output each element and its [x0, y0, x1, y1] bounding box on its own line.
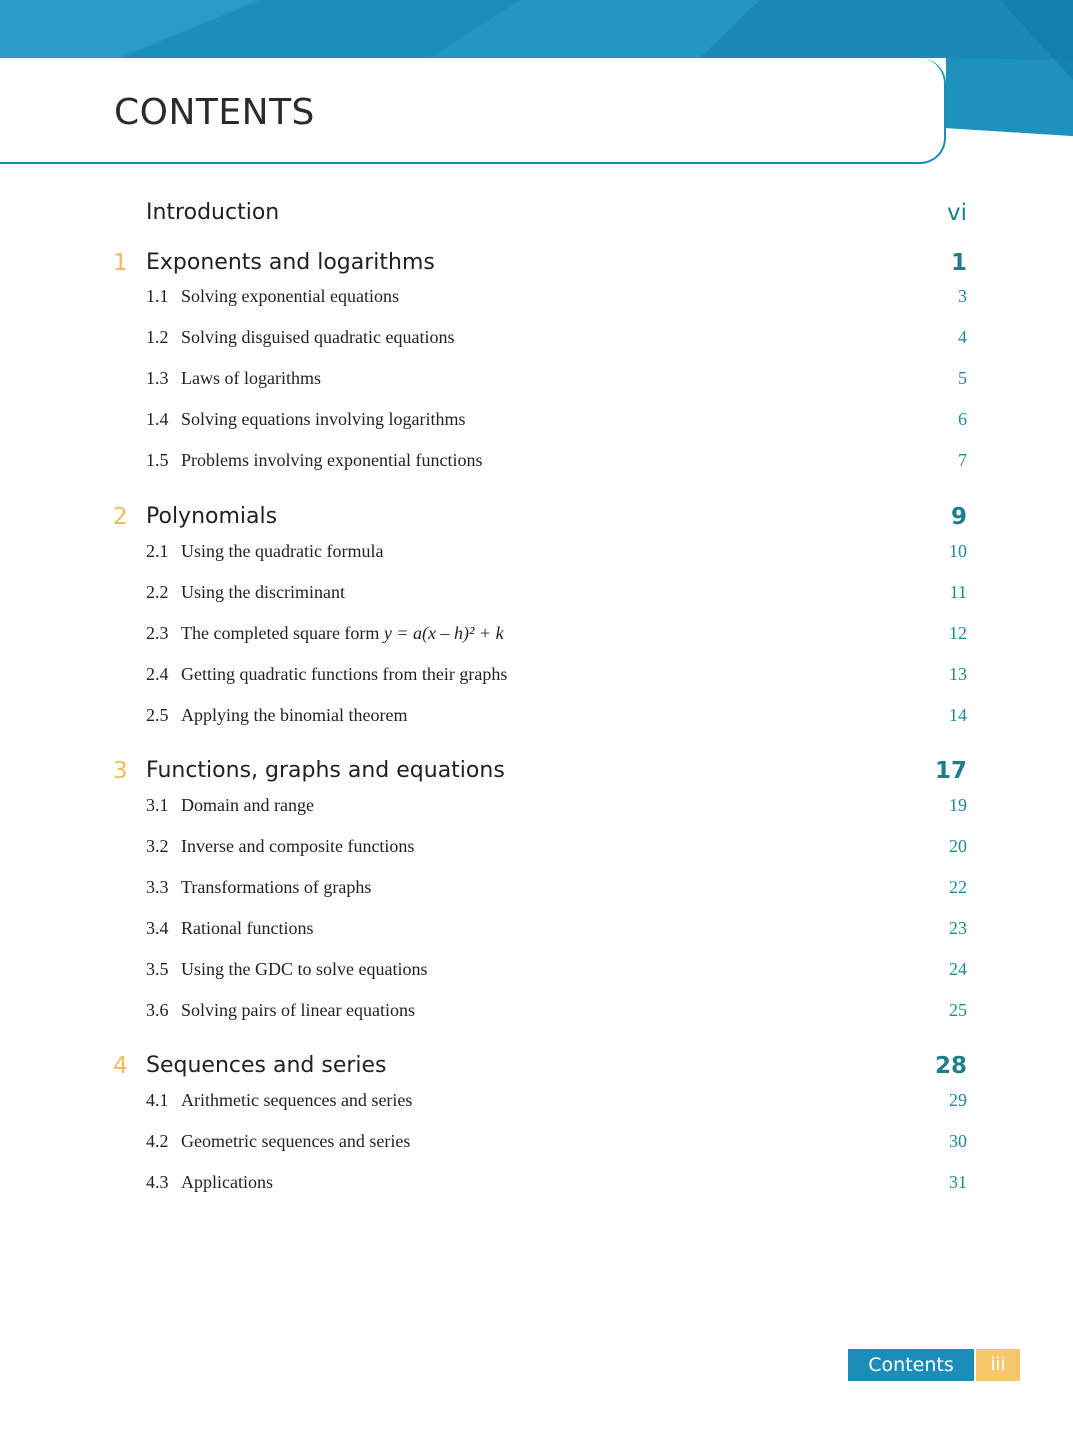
section-title: Laws of logarithms: [181, 368, 321, 388]
section-page: 10: [949, 541, 967, 561]
section-number: 3.6: [146, 1000, 169, 1020]
section-title: Applications: [181, 1172, 273, 1192]
section-title: Domain and range: [181, 795, 314, 815]
chapter-number: 1: [113, 250, 128, 276]
chapter-title: Functions, graphs and equations: [146, 758, 505, 783]
section-title: Using the discriminant: [181, 582, 345, 602]
section-title: Geometric sequences and series: [181, 1131, 411, 1151]
section-page: 4: [958, 327, 967, 347]
introduction-title: Introduction: [146, 200, 280, 225]
section-title: Inverse and composite functions: [181, 836, 415, 856]
section-number: 4.1: [146, 1090, 169, 1110]
section-title: Arithmetic sequences and series: [181, 1090, 413, 1110]
section-number: 3.4: [146, 918, 169, 938]
section-title: Rational functions: [181, 918, 314, 938]
chapter-page: 9: [950, 504, 967, 530]
page-title: CONTENTS: [114, 92, 315, 133]
section-number: 2.3: [146, 623, 169, 643]
section-title: Problems involving exponential functions: [181, 450, 483, 470]
section-number: 3.3: [146, 877, 169, 897]
section-page: 12: [949, 623, 967, 643]
section-title: Solving exponential equations: [181, 286, 399, 306]
section-title: Using the GDC to solve equations: [181, 959, 428, 979]
section-title: Transformations of graphs: [181, 877, 372, 897]
footer-page-number: iii: [976, 1349, 1020, 1381]
section-page: 31: [949, 1172, 967, 1192]
chapter-title: Sequences and series: [146, 1053, 387, 1078]
section-page: 29: [949, 1090, 967, 1110]
section-page: 24: [949, 959, 967, 979]
section-number: 3.1: [146, 795, 169, 815]
chapter-number: 4: [113, 1053, 128, 1079]
chapter-page: 28: [934, 1053, 967, 1079]
section-page: 30: [949, 1131, 967, 1151]
section-page: 19: [949, 795, 967, 815]
section-number: 4.2: [146, 1131, 169, 1151]
section-title: Solving disguised quadratic equations: [181, 327, 455, 347]
section-title: Getting quadratic functions from their graphs: [181, 664, 508, 684]
section-formula: y = a(x – h)² + k: [383, 623, 504, 643]
section-number: 1.4: [146, 409, 169, 429]
section-number: 1.3: [146, 368, 169, 388]
section-title: Applying the binomial theorem: [181, 705, 408, 725]
section-page: 11: [949, 582, 967, 602]
section-number: 3.2: [146, 836, 169, 856]
section-page: 25: [949, 1000, 967, 1020]
section-number: 2.5: [146, 705, 169, 725]
footer-section-label: Contents: [848, 1349, 974, 1381]
introduction-page: vi: [946, 200, 967, 226]
chapter-page: 17: [934, 758, 967, 784]
section-page: 20: [949, 836, 967, 856]
section-page: 7: [958, 450, 967, 470]
section-title: Solving equations involving logarithms: [181, 409, 466, 429]
section-page: 14: [949, 705, 967, 725]
section-number: 2.1: [146, 541, 169, 561]
section-number: 2.2: [146, 582, 169, 602]
section-title: Solving pairs of linear equations: [181, 1000, 415, 1020]
section-number: 1.5: [146, 450, 169, 470]
section-page: 13: [949, 664, 967, 684]
section-number: 1.1: [146, 286, 169, 306]
chapter-number: 2: [113, 504, 128, 530]
section-page: 23: [949, 918, 967, 938]
section-title-text: The completed square form: [181, 623, 380, 643]
section-page: 6: [958, 409, 967, 429]
section-page: 22: [949, 877, 967, 897]
section-page: 5: [958, 368, 967, 388]
chapter-title: Exponents and logarithms: [146, 250, 435, 275]
section-number: 4.3: [146, 1172, 169, 1192]
chapter-number: 3: [113, 758, 128, 784]
chapter-page: 1: [950, 250, 967, 276]
section-number: 2.4: [146, 664, 169, 684]
section-title: [181, 623, 504, 644]
section-number: 1.2: [146, 327, 169, 347]
section-page: 3: [958, 286, 967, 306]
section-number: 3.5: [146, 959, 169, 979]
chapter-title: Polynomials: [146, 504, 278, 529]
section-title: Using the quadratic formula: [181, 541, 384, 561]
